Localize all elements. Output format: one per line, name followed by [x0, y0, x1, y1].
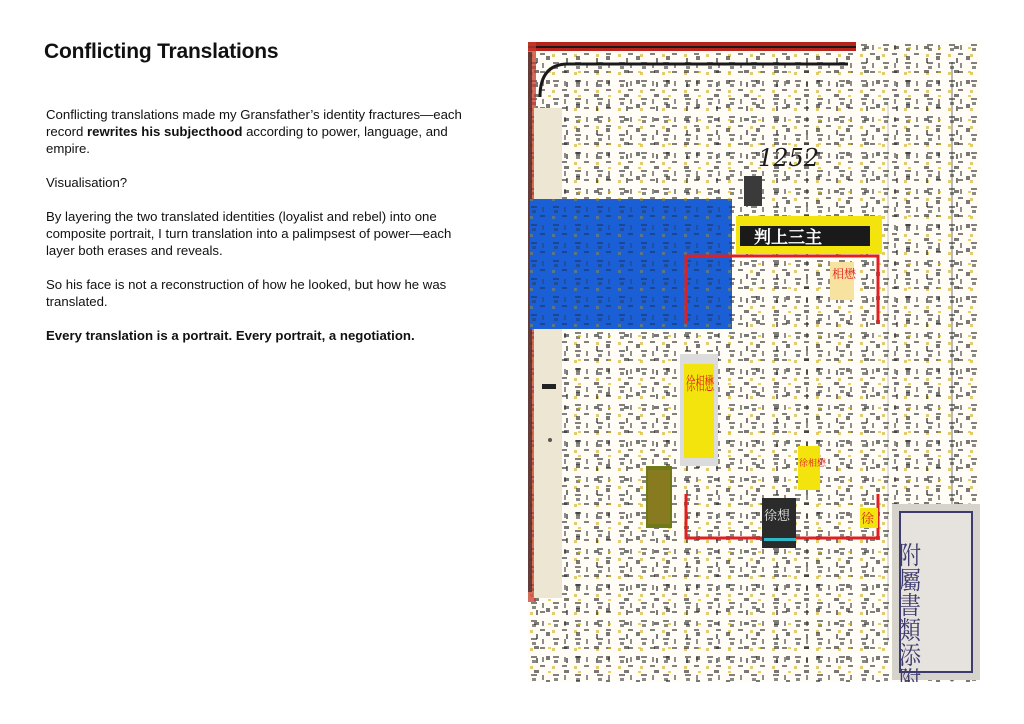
collage-svg	[528, 42, 984, 682]
banner-text: 判上三主	[754, 228, 822, 248]
paragraph-visualisation: Visualisation?	[46, 175, 128, 190]
left-paper-scrap	[534, 108, 562, 598]
paragraph-face: So his face is not a reconstruction of how he looked, but how he was translated.	[46, 277, 447, 309]
document-collage	[528, 42, 984, 682]
paragraph-closing: Every translation is a portrait. Every portrait, a negotiation.	[46, 328, 415, 343]
paragraph-intro	[46, 106, 476, 157]
intro-text-a: Conflicting translations made my Gransfather’s identity fractures—each record	[46, 107, 462, 139]
intro-bold: rewrites his subjecthood	[87, 124, 243, 139]
record-number: 1252	[758, 144, 820, 172]
dark-name-label: 徐想	[764, 509, 791, 524]
red-name-label: 相懋	[832, 267, 857, 281]
small-red-label: 徐	[861, 512, 875, 527]
intro-text-b: according to power, language, and empire.	[46, 124, 448, 156]
tall-red-label: 徐相懋	[686, 374, 715, 395]
yellow-name-label: 徐相懋	[799, 459, 827, 469]
page-title: Conflicting Translations	[44, 40, 279, 63]
small-dark-tile	[744, 176, 762, 206]
stamp-text: 附屬書類添附	[895, 542, 921, 674]
paragraph-layering: By layering the two translated identities (loyalist and rebel) into one composite portrait, I turn translation into a palimpsest of power—each layer both erases and reveals.	[46, 209, 452, 258]
body-text	[46, 106, 476, 361]
